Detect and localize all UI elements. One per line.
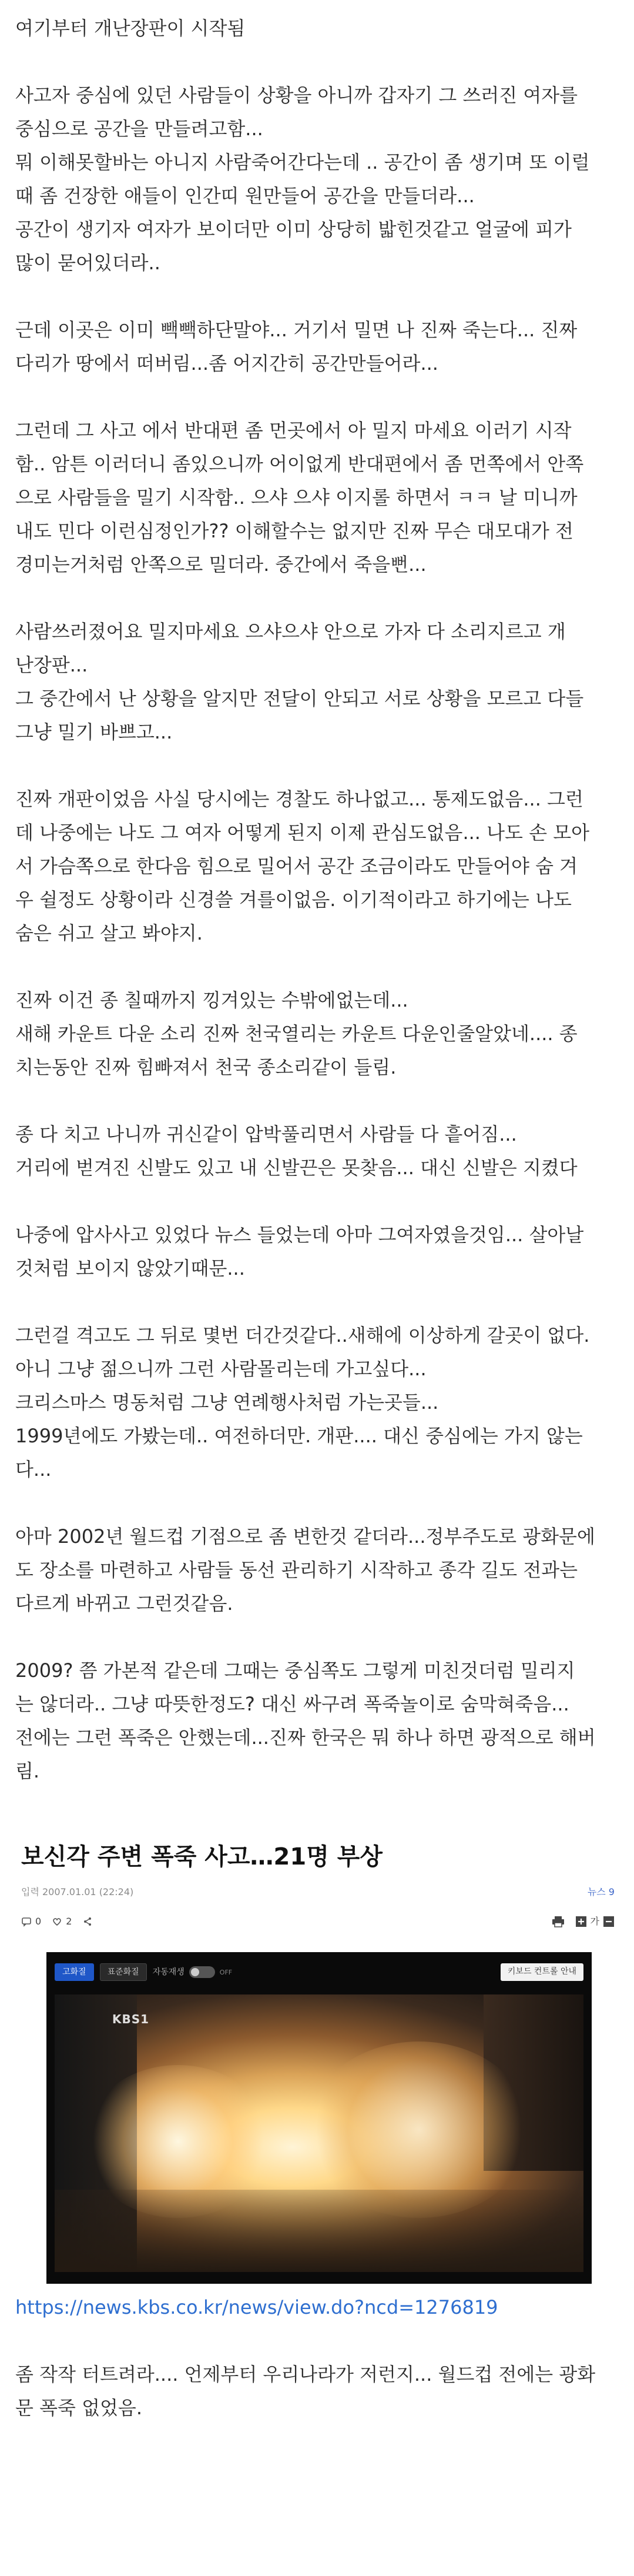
text-line: 다...: [15, 1458, 52, 1481]
article-date: 입력 2007.01.01 (22:24): [21, 1886, 134, 1897]
text-line: 사고자 중심에 있던 사람들이 상황을 아니까 갑자기 그 쓰러진 여자를: [15, 84, 578, 106]
post-paragraph: [15, 984, 619, 1084]
text-line: 숨은 쉬고 살고 봐야지.: [15, 922, 203, 944]
text-line: 그런데 그 사고 에서 반대편 좀 먼곳에서 아 밀지 마세요 이러기 시작: [15, 419, 572, 442]
text-line: 진짜 이건 종 칠때까지 낑겨있는 수밖에없는데...: [15, 989, 408, 1011]
share-button[interactable]: [82, 1916, 93, 1927]
minus-box-icon: [603, 1916, 615, 1927]
text-line: 때 좀 건장한 애들이 인간띠 원만들어 공간을 만들더라...: [15, 185, 475, 207]
text-line: 아니 그냥 젊으니까 그런 사람몰리는데 가고싶다...: [15, 1358, 427, 1380]
post-paragraph: [15, 79, 619, 280]
post-paragraph: [15, 615, 619, 749]
like-count: 2: [66, 1916, 72, 1927]
text-line: 뭐 이해못할바는 아니지 사람죽어간다는데 .. 공간이 좀 생기며 또 이럴: [15, 151, 590, 173]
text-line: 전에는 그런 폭죽은 안했는데...진짜 한국은 뭐 하나 하면 광적으로 해버: [15, 1726, 596, 1749]
text-line: 다르게 바뀌고 그런것같음.: [15, 1592, 233, 1615]
text-line: 많이 묻어있더라..: [15, 252, 160, 274]
text-line: 문 폭죽 없었음.: [15, 2397, 142, 2419]
text-line: 으로 사람들을 밀기 시작함.. 으샤 으샤 이지롤 하면서 ㅋㅋ 날 미니까: [15, 486, 578, 509]
text-line: 아마 2002년 월드컵 기점으로 좀 변한것 같더라...정부주도로 광화문에: [15, 1525, 595, 1548]
print-button[interactable]: [552, 1915, 565, 1928]
autoplay-state: OFF: [219, 1968, 233, 1976]
post-paragraph: [15, 1319, 619, 1486]
article-meta: [15, 1880, 620, 1900]
keyboard-guide-button[interactable]: 키보드 컨트롤 안내: [501, 1963, 583, 1981]
video-frame[interactable]: [55, 1994, 583, 2272]
embedded-news-article[interactable]: [15, 1822, 620, 2284]
text-line: 거리에 벋겨진 신발도 있고 내 신발끈은 못찾음... 대신 신발은 지켰다: [15, 1157, 578, 1179]
text-line: 것처럼 보이지 않았기때문...: [15, 1257, 245, 1279]
text-line: 좀 작작 터트려라.... 언제부터 우리나라가 저런지... 월드컵 전에는 광화: [15, 2363, 596, 2385]
text-line: 는 않더라.. 그냥 따뜻한정도? 대신 싸구려 폭죽놀이로 숨막혀죽음...: [15, 1693, 569, 1715]
text-line: 공간이 생기자 여자가 보이더만 이미 상당히 밟힌것같고 얼굴에 피가: [15, 218, 572, 240]
quality-hd-button[interactable]: 고화질: [55, 1963, 94, 1981]
text-line: 경미는거처럼 안쪽으로 밀더라. 중간에서 죽을뻔...: [15, 553, 427, 576]
text-line: 그 중간에서 난 상황을 알지만 전달이 안되고 서로 상황을 모르고 다들: [15, 687, 584, 710]
closing-paragraph: [15, 2358, 619, 2425]
post-paragraph: [15, 1118, 619, 1185]
post-paragraph: [15, 783, 619, 950]
font-size-label: 가: [590, 1916, 599, 1927]
article-title[interactable]: 보신각 주변 폭죽 사고…21명 부상: [21, 1843, 383, 1870]
text-line: 데 나중에는 나도 그 여자 어떻게 된지 이제 관심도없음... 나도 손 모아: [15, 821, 590, 844]
text-line: 다리가 땅에서 떠버림...좀 어지간히 공간만들어라...: [15, 352, 438, 375]
text-line: 함.. 암튼 이러더니 좀있으니까 어이없게 반대편에서 좀 먼쪽에서 안쪽: [15, 453, 584, 475]
text-line: 1999년에도 가봤는데.. 여전하더만. 개판.... 대신 중심에는 가지 않는: [15, 1425, 583, 1447]
font-size-button[interactable]: [575, 1915, 615, 1929]
text-line: 근데 이곳은 이미 빽빽하단말야... 거기서 밀면 나 진짜 죽는다... 진짜: [15, 319, 578, 341]
text-line: 난장판...: [15, 654, 88, 676]
post-paragraph: [15, 12, 619, 45]
text-line: 우 쉴정도 상황이라 신경쓸 겨를이없음. 이기적이라고 하기에는 나도: [15, 888, 572, 911]
text-line: 여기부터 개난장판이 시작됨: [15, 17, 246, 39]
plus-box-icon: [575, 1916, 587, 1927]
article-tools: [15, 1900, 620, 1937]
text-line: 종 다 치고 나니까 귀신같이 압박풀리면서 사람들 다 흩어짐...: [15, 1123, 517, 1145]
text-line: 림.: [15, 1760, 40, 1782]
text-line: 2009? 쯤 가본적 같은데 그때는 중심쪽도 그렇게 미친것더럼 밀리지: [15, 1659, 575, 1682]
quality-sd-button[interactable]: 표준화질: [100, 1963, 147, 1981]
post-paragraph: [15, 1654, 619, 1788]
text-line: 서 가슴쪽으로 한다음 힘으로 밀어서 공간 조금이라도 만들어야 숨 겨: [15, 855, 578, 877]
autoplay-toggle[interactable]: [153, 1956, 232, 1989]
comment-count: 0: [35, 1916, 42, 1927]
player-toolbar: [46, 1960, 592, 1984]
video-player[interactable]: [46, 1952, 592, 2284]
broadcaster-logo: KBS1: [112, 2012, 150, 2026]
post-paragraph: [15, 1520, 619, 1621]
comment-icon: [21, 1916, 32, 1927]
text-line: 치는동안 진짜 힘빠져서 천국 종소리같이 들림.: [15, 1056, 397, 1078]
autoplay-switch[interactable]: [189, 1966, 215, 1978]
text-line: 그냥 밀기 바쁘고...: [15, 721, 173, 743]
text-line: 내도 민다 이런심정인가?? 이해할수는 없지만 진짜 무슨 대모대가 전: [15, 520, 573, 542]
text-line: 진짜 개판이었음 사실 당시에는 경찰도 하나없고... 통제도없음... 그런: [15, 788, 583, 810]
post-paragraph: [15, 313, 619, 380]
text-line: 크리스마스 명동처럼 그냥 연례행사처럼 가는곳들...: [15, 1391, 439, 1414]
text-line: 중심으로 공간을 만들려고함...: [15, 118, 263, 140]
article-source[interactable]: 뉴스 9: [587, 1886, 615, 1897]
like-button[interactable]: [52, 1915, 72, 1929]
heart-icon: [52, 1916, 62, 1927]
share-icon: [82, 1916, 93, 1927]
post-paragraph: [15, 1218, 619, 1285]
print-icon: [552, 1916, 565, 1927]
text-line: 도 장소를 마련하고 사람들 동선 관리하기 시작하고 종각 길도 전과는: [15, 1559, 578, 1581]
autoplay-label: 자동재생: [152, 1967, 185, 1977]
text-line: 그런걸 격고도 그 뒤로 몇번 더간것같다..새해에 이상하게 갈곳이 없다.: [15, 1324, 590, 1347]
post-paragraphs: [15, 12, 619, 1788]
comment-button[interactable]: [21, 1915, 41, 1929]
text-line: 나중에 압사사고 있었다 뉴스 들었는데 아마 그여자였을것임... 살아날: [15, 1224, 584, 1246]
text-line: 새해 카운트 다운 소리 진짜 천국열리는 카운트 다운인줄알았네.... 종: [15, 1023, 578, 1045]
post-paragraph: [15, 414, 619, 582]
text-line: 사람쓰러졌어요 밀지마세요 으샤으샤 안으로 가자 다 소리지르고 개: [15, 620, 566, 643]
article-link[interactable]: https://news.kbs.co.kr/news/view.do?ncd=1276819: [15, 2296, 498, 2318]
video-scene-street: [55, 2190, 583, 2272]
